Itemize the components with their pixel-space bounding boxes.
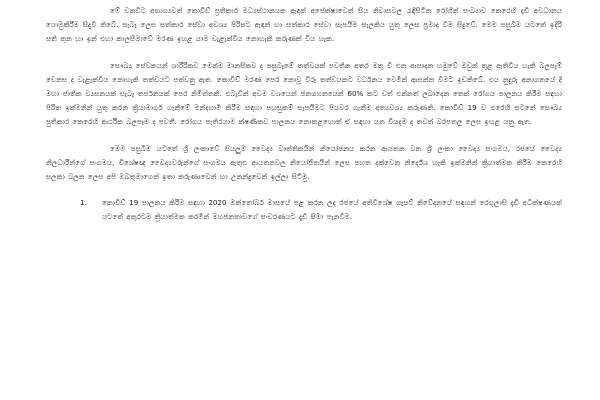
paragraph-3: මෙම පසුබිම යටතේ ශ්‍රී ලංකාවේ සියලුම වෛද්‍ය වෘත්තිකයින් නියෝජනය කරන ආයතන වන ශ්‍රී ලංකා වෛද්‍ය සංගමය, රජයේ වෛද්‍ය නිලධාරීන්ගේ සංගමය, විශේෂඥ වෛද්‍යවරුන්ගේ සංගමය ඇතුළු ආයතනවල නියෝජිතයින් ලෙස පහත දක්වෙන නිර්දේශ හැකි ඉක්මනින් ක්‍රියාත්මක කිරීම කෙරෙහි සලකා බලන ලෙස අපි ඔබතුමාගෙන් ඉතා කරුණාවෙන් හා උනන්දුවෙන් ඉල්ලා සිටිමු. (46, 143, 562, 182)
list-item (46, 196, 562, 224)
paragraph-1: මේ වනවිට අභාග්‍යවත් කොවිඩ් ප්‍රතිකාර මධ්‍යස්ථානයක ඇඳක් අපේක්ෂාවෙන් සිය නිවාසවල රැඳීසිටින රෝගීන් සංඛ්‍යාව කෙරෙහි දැඩි අවධානය යොමුකිරීම සිදුවී තිබේ. සැබෑ ලෙස සත්කාර සේවා අවශ්‍ය පිරිසට ඇඳන් හා සත්කාර සේවා සැපයීම සැලකිය යුතු ලෙස ප්‍රමාද වීම සිදුවේ. මෙම පසුබිම යටතේ ඉදිරි සති තුන හා ඉන් එහා කාලසීමාවේ මරණ ඉහළ යාම වැළැක්විය නොහැකි කරුණක් විය හැක. (46, 6, 562, 44)
recommendation-list (46, 196, 562, 224)
list-item-number: 1. (80, 198, 87, 208)
paragraph-2: සෞඛ්‍ය සේවකයන් ශාරීරිකව මෙන්ම මානසිකව ද පසුබෑමේ තත්වයක් පවතින අතර මතු වී එන ආසාදන හමුවේ ඔවුන් තුළ ඇතිවිය හැකි බලපෑම් වෙනස ද වැළැක්විය නොහැකි තත්වයට පත්වනු ඇත. කොවිඩ් මරණ පෙර නොවූ විරූ තත්වයකට වර්ධනය වෙමින් ආසන්න වීමට ඉඩකිබේ. එය නුදුරු අනාගතයේ දී මහා ජාතික ව්‍යසනයක් සැබෑ තර්ජනයක් පෙර නිමිත්තකි. එබැවින් අවම වශයෙන් ජනගහනයෙන් 60% කට වත් එන්නත් ලබාදෙන තෙක් රෝගය පාලනය කිරීම සඳහා පිරිත ඉක්මනින් යුතු කරන ක්‍රියාමාර්ග ගැනීමේ මන්දගාමී කිරීම සඳහා පහසුකම් සැපයීමට පියවර ගැනීම අත්‍යවශ්‍ය කරුණකි. කොවිඩ් 19 ව එරෙහි සටනේ සෞඛ්‍ය පුතිකාර කෙරෙහි ආර්ථික බලපෑම ද පවතී. රෝගය පැතිරයාම ක්ෂණිකව පාලනය නොකළහොත් ඒ සඳහා යන වියදම ද තවත් බරපතල ලෙස ඉහළ යනු ඇත. (46, 60, 562, 127)
list-item-text: කොවිඩ් 19 පාලනය කිරීම සඳහා 2020 ඔක්තෝබර් මාසයේ පළ කරන ලද රජයේ අතිවිශේෂ ගැසට් නිවේදනයේ සඳහන් රෙගුලාසි දැඩි අධීක්ෂණයක් යටතේ අකුරටම ක්‍රියාත්මක කරමින් මහජනතාවගේ සංචරණයට දැඩි සීමා පැනවීම. (102, 198, 562, 222)
